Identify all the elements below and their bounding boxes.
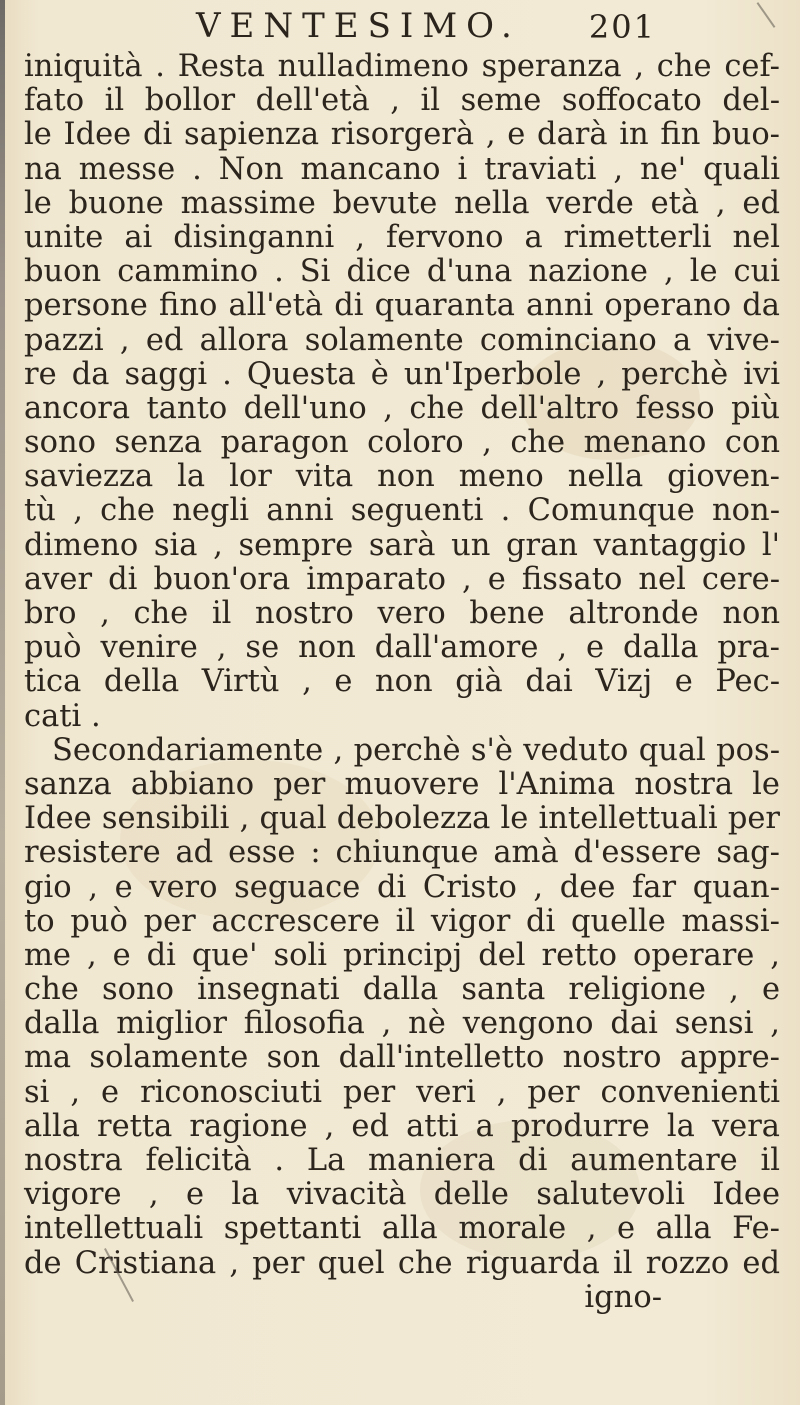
text-line: tù , che negli anni seguenti . Comunque non- — [24, 493, 780, 529]
page-binding-edge — [0, 0, 5, 1405]
text-line: vigore , e la vivacità delle salutevoli Idee — [24, 1177, 780, 1213]
text-line: saviezza la lor vita non meno nella gioven- — [24, 459, 780, 495]
text-line: si , e riconosciuti per veri , per convenienti — [24, 1074, 780, 1110]
text-line: dimeno sia , sempre sarà un gran vantaggio l' — [24, 527, 780, 563]
page-number: 201 — [588, 8, 656, 46]
text-line: Idee sensibili , qual debolezza le intellettuali per — [24, 801, 780, 837]
text-line: iniquità . Resta nulladimeno speranza , che cef- — [24, 49, 780, 84]
text-line: persone fino all'età di quaranta anni operano da — [24, 288, 780, 324]
text-line: le buone massime bevute nella verde età , ed — [24, 185, 780, 221]
text-line: gio , e vero seguace di Cristo , dee far quan- — [24, 869, 780, 905]
text-line: pazzi , ed allora solamente cominciano a vive- — [24, 322, 780, 358]
text-line: resistere ad esse : chiunque amà d'essere sag- — [24, 835, 780, 871]
text-line: fato il bollor dell'età , il seme soffocato del- — [24, 83, 780, 119]
text-line: bro , che il nostro vero bene altronde non — [24, 596, 780, 631]
text-line: dalla miglior filosofia , nè vengono dai sensi , — [24, 1006, 780, 1042]
text-line: aver di buon'ora imparato , e fissato nel cere- — [24, 561, 780, 597]
body-text — [24, 50, 780, 1315]
text-line: tica della Virtù , e non già dai Vizj e Pec- — [24, 664, 780, 700]
text-line: me , e di que' soli principj del retto operare , — [24, 937, 780, 973]
text-line: alla retta ragione , ed atti a produrre la vera — [24, 1108, 780, 1144]
text-line: le Idee di sapienza risorgerà , e darà in fin buo- — [24, 117, 780, 153]
pencil-mark — [757, 2, 776, 28]
text-line: sono senza paragon coloro , che menano con — [24, 425, 780, 461]
text-line: sanza abbiano per muovere l'Anima nostra le — [24, 766, 780, 802]
text-line: ma solamente son dall'intelletto nostro appre- — [24, 1040, 780, 1076]
text-line: può venire , se non dall'amore , e dalla pra- — [24, 630, 780, 666]
text-line: unite ai disinganni , fervono a rimetterli nel — [24, 219, 780, 255]
text-line: cati . — [24, 698, 101, 734]
text-line: che sono insegnati dalla santa religione , e — [24, 972, 780, 1008]
text-line: intellettuali spettanti alla morale , e alla Fe- — [24, 1211, 780, 1247]
text-line: ancora tanto dell'uno , che dell'altro fesso più — [24, 390, 780, 426]
text-line: to può per accrescere il vigor di quelle massi- — [24, 903, 780, 939]
text-line: re da saggi . Questa è un'Iperbole , perchè ivi — [24, 356, 780, 392]
text-line: nostra felicità . La maniera di aumentare il — [24, 1143, 780, 1178]
catchword: igno- — [584, 1279, 662, 1315]
text-line: Secondariamente , perchè s'è veduto qual pos- — [52, 732, 780, 768]
text-line: buon cammino . Si dice d'una nazione , le cui — [24, 254, 780, 290]
text-line: de Cristiana , per quel che riguarda il rozzo ed — [24, 1245, 780, 1281]
running-head: VENTESIMO. — [196, 6, 521, 46]
text-line: na messe . Non mancano i traviati , ne' quali — [24, 151, 780, 187]
